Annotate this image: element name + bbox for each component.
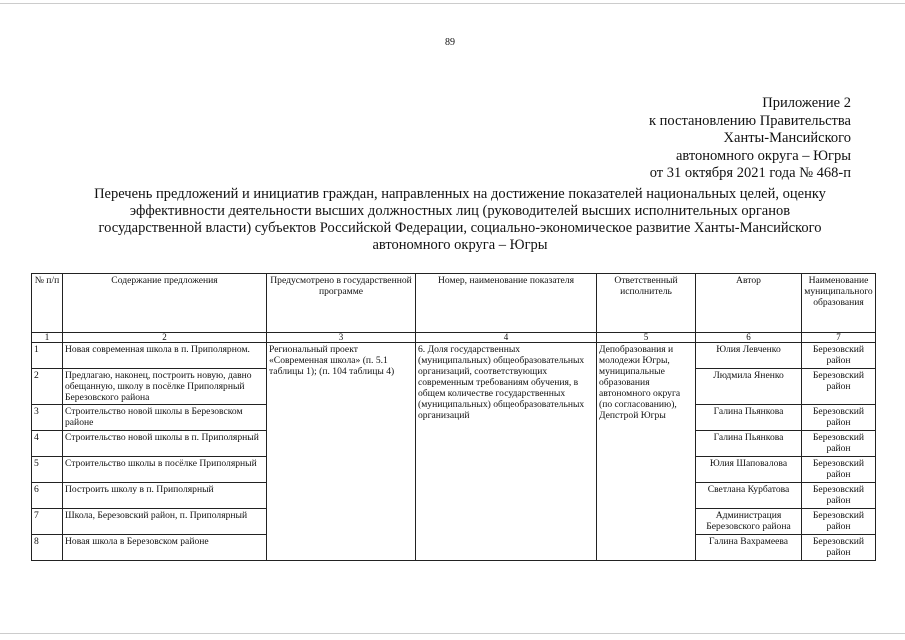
header-executor: Ответственный исполнитель xyxy=(597,274,696,333)
row-number: 7 xyxy=(32,509,63,535)
author-cell: Юлия Шаповалова xyxy=(696,457,802,483)
proposal-content: Новая школа в Березовском районе xyxy=(63,535,267,561)
document-title xyxy=(50,186,870,254)
author-cell: Галина Пьянкова xyxy=(696,431,802,457)
title-line: эффективности деятельности высших должностных лиц (руководителей высших исполнительных органов xyxy=(129,203,791,219)
appendix-line: Приложение 2 xyxy=(762,95,851,111)
indicator-cell: 6. Доля государственных (муниципальных) общеобразовательных организаций, соответствующих современным требованиям обучения, в общем количестве государственных (муниципальных) общеобразовательных организаций xyxy=(416,343,597,561)
column-number: 1 xyxy=(32,333,63,343)
title-line: автономного округа – Югры xyxy=(372,237,548,253)
author-cell: Светлана Курбатова xyxy=(696,483,802,509)
author-cell: Людмила Яненко xyxy=(696,369,802,405)
title-line: Перечень предложений и инициатив граждан, направленных на достижение показателей национальных целей, оценку xyxy=(94,186,826,202)
header-number: № п/п xyxy=(32,274,63,333)
title-line: государственной власти) субъектов Российской Федерации, социально-экономическое развитие Ханты-Мансийского xyxy=(98,220,822,236)
proposal-content: Построить школу в п. Приполярный xyxy=(63,483,267,509)
municipality-cell: Березовский район xyxy=(802,369,876,405)
column-number: 4 xyxy=(416,333,597,343)
row-number: 5 xyxy=(32,457,63,483)
appendix-line: Ханты-Мансийского xyxy=(723,130,851,146)
proposal-content: Новая современная школа в п. Приполярном. xyxy=(63,343,267,369)
municipality-cell: Березовский район xyxy=(802,535,876,561)
header-municipality: Наименование муниципального образования xyxy=(802,274,876,333)
column-number: 5 xyxy=(597,333,696,343)
row-number: 6 xyxy=(32,483,63,509)
column-number: 6 xyxy=(696,333,802,343)
row-number: 8 xyxy=(32,535,63,561)
program-cell: Региональный проект «Современная школа» (п. 5.1 таблицы 1); (п. 104 таблицы 4) xyxy=(267,343,416,561)
author-cell: Юлия Левченко xyxy=(696,343,802,369)
header-program: Предусмотрено в государственной программе xyxy=(267,274,416,333)
row-number: 4 xyxy=(32,431,63,457)
proposal-content: Предлагаю, наконец, построить новую, давно обещанную, школу в посёлке Приполярный Березовского района xyxy=(63,369,267,405)
page-number: 89 xyxy=(445,37,455,48)
municipality-cell: Березовский район xyxy=(802,457,876,483)
proposal-content: Школа, Березовский район, п. Приполярный xyxy=(63,509,267,535)
header-author: Автор xyxy=(696,274,802,333)
row-number: 1 xyxy=(32,343,63,369)
proposal-content: Строительство новой школы в Березовском районе xyxy=(63,405,267,431)
municipality-cell: Березовский район xyxy=(802,509,876,535)
executor-cell: Депобразования и молодежи Югры, муниципальные образования автономного округа (по согласованию), Депстрой Югры xyxy=(597,343,696,561)
scan-edge-bottom xyxy=(0,633,905,634)
header-content: Содержание предложения xyxy=(63,274,267,333)
appendix-line: от 31 октября 2021 года № 468-п xyxy=(649,165,851,181)
header-indicator: Номер, наименование показателя xyxy=(416,274,597,333)
row-number: 3 xyxy=(32,405,63,431)
municipality-cell: Березовский район xyxy=(802,343,876,369)
column-number: 2 xyxy=(63,333,267,343)
author-cell: Администрация Березовского района xyxy=(696,509,802,535)
appendix-header xyxy=(580,95,851,183)
column-number: 7 xyxy=(802,333,876,343)
column-number: 3 xyxy=(267,333,416,343)
municipality-cell: Березовский район xyxy=(802,405,876,431)
author-cell: Галина Пьянкова xyxy=(696,405,802,431)
proposals-table xyxy=(31,273,876,561)
proposal-content: Строительство новой школы в п. Приполярный xyxy=(63,431,267,457)
municipality-cell: Березовский район xyxy=(802,483,876,509)
row-number: 2 xyxy=(32,369,63,405)
municipality-cell: Березовский район xyxy=(802,431,876,457)
scan-edge-top xyxy=(0,3,905,4)
table-row xyxy=(32,343,876,369)
author-cell: Галина Вахрамеева xyxy=(696,535,802,561)
appendix-line: к постановлению Правительства xyxy=(649,112,851,129)
proposal-content: Строительство школы в посёлке Приполярный xyxy=(63,457,267,483)
appendix-line: автономного округа – Югры xyxy=(675,147,851,164)
